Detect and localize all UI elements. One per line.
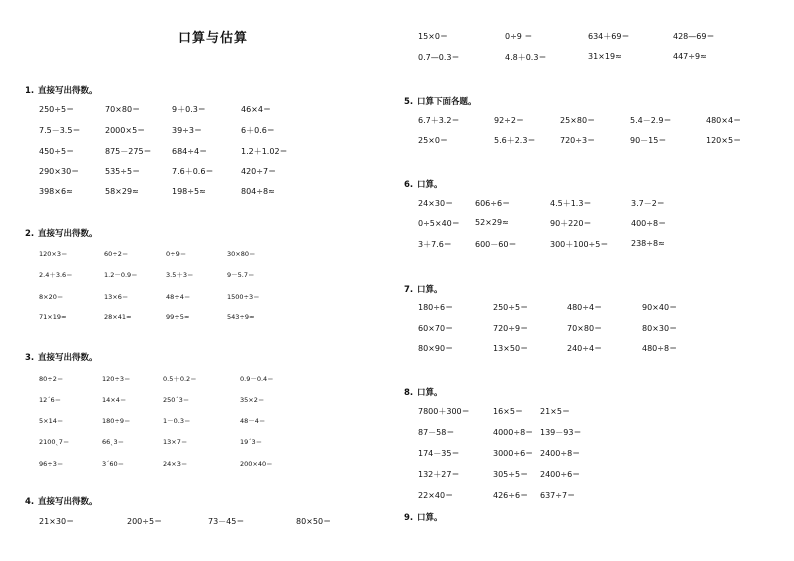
math-problem: 7.6＋0.6＝ [172, 167, 214, 176]
math-problem: 21×5＝ [540, 407, 570, 416]
math-problem: 90＋220＝ [550, 219, 592, 228]
section-number: 8. [404, 388, 414, 398]
section-title: 直接写出得数。 [38, 353, 98, 363]
problem-row [0, 135, 794, 149]
math-problem: 58×29≈ [105, 187, 139, 196]
math-problem: 804÷8≈ [241, 187, 275, 196]
math-problem: 250÷5＝ [39, 105, 75, 114]
math-problem: 60×70＝ [418, 324, 454, 333]
math-problem: 606÷6＝ [475, 199, 511, 208]
section-heading [404, 386, 443, 398]
math-problem: 14×4＝ [102, 396, 127, 404]
math-problem: 0.7—0.3＝ [418, 53, 460, 62]
math-problem: 480÷8＝ [642, 344, 678, 353]
section-heading [404, 178, 443, 190]
math-problem: 4000÷8＝ [493, 428, 534, 437]
math-problem: 2000×5＝ [105, 126, 146, 135]
math-problem: 39÷3＝ [172, 126, 202, 135]
problem-row [0, 516, 794, 530]
math-problem: 70×80＝ [567, 324, 603, 333]
section-heading [404, 283, 443, 295]
math-problem: 3ˊ60＝ [102, 460, 125, 468]
math-problem: 90×40＝ [642, 303, 678, 312]
math-problem: 720÷9＝ [493, 324, 529, 333]
math-problem: 2.4＋3.6＝ [39, 271, 73, 279]
math-problem: 1.2＋1.02＝ [241, 147, 288, 156]
section-number: 6. [404, 180, 414, 190]
math-problem: 398×6≈ [39, 187, 73, 196]
math-problem: 535÷5＝ [105, 167, 141, 176]
math-problem: 2100ˎ7＝ [39, 438, 70, 446]
math-problem: 250ˊ3＝ [163, 396, 190, 404]
math-problem: 543÷9≈ [227, 313, 255, 321]
section-number: 1. [25, 86, 35, 96]
problem-row [0, 406, 794, 420]
problem-row [0, 115, 794, 129]
math-problem: 120÷3＝ [102, 375, 131, 383]
math-problem: 5×14＝ [39, 417, 64, 425]
section-heading [404, 511, 443, 523]
math-problem: 80×90＝ [418, 344, 454, 353]
math-problem: 240÷4＝ [567, 344, 603, 353]
math-problem: 13×6＝ [104, 293, 129, 301]
math-problem: 480×4＝ [706, 116, 742, 125]
math-problem: 25×0＝ [418, 136, 448, 145]
math-problem: 634＋69＝ [588, 32, 630, 41]
math-problem: 120×3＝ [39, 250, 68, 258]
section-number: 9. [404, 513, 414, 523]
section-number: 2. [25, 229, 35, 239]
math-problem: 132＋27＝ [418, 470, 460, 479]
section-number: 7. [404, 285, 414, 295]
math-problem: 48÷4＝ [166, 293, 191, 301]
math-problem: 96÷3＝ [39, 460, 64, 468]
math-problem: 24×30＝ [418, 199, 454, 208]
math-problem: 16×5＝ [493, 407, 523, 416]
math-problem: 0÷5×40＝ [418, 219, 460, 228]
math-problem: 4.5＋1.3＝ [550, 199, 592, 208]
math-problem: 290×30＝ [39, 167, 80, 176]
math-problem: 600－60＝ [475, 240, 517, 249]
math-problem: 180÷9＝ [102, 417, 131, 425]
math-problem: 13×7＝ [163, 438, 188, 446]
math-problem: 200×40＝ [240, 460, 273, 468]
section-number: 5. [404, 97, 414, 107]
problem-row [0, 490, 794, 504]
problem-row [0, 427, 794, 441]
math-problem: 447÷9≈ [673, 52, 707, 61]
problem-row [0, 343, 794, 357]
math-problem: 1.2－0.9＝ [104, 271, 138, 279]
math-problem: 0÷9 ＝ [505, 32, 533, 41]
math-problem: 13×50＝ [493, 344, 529, 353]
math-problem: 426÷6＝ [493, 491, 529, 500]
problem-row [0, 323, 794, 337]
math-problem: 720÷3＝ [560, 136, 596, 145]
math-problem: 80÷2＝ [39, 375, 64, 383]
math-problem: 450÷5＝ [39, 147, 75, 156]
math-problem: 300＋100÷5＝ [550, 240, 609, 249]
math-problem: 66ˎ3＝ [102, 438, 125, 446]
math-problem: 31×19≈ [588, 52, 622, 61]
math-problem: 6＋0.6＝ [241, 126, 275, 135]
section-title: 直接写出得数。 [38, 86, 98, 96]
math-problem: 87－58＝ [418, 428, 455, 437]
math-problem: 5.6＋2.3＝ [494, 136, 536, 145]
problem-row [0, 448, 794, 462]
section-number: 4. [25, 497, 35, 507]
problem-row [0, 302, 794, 316]
problem-row [0, 52, 794, 66]
math-problem: 1500÷3＝ [227, 293, 260, 301]
section-title: 直接写出得数。 [38, 229, 98, 239]
math-problem: 60÷2＝ [104, 250, 129, 258]
math-problem: 3000÷6＝ [493, 449, 534, 458]
math-problem: 9＋0.3＝ [172, 105, 206, 114]
page-title: 口算与估算 [178, 31, 249, 46]
problem-row [0, 218, 794, 232]
math-problem: 684÷4＝ [172, 147, 208, 156]
math-problem: 0÷9＝ [166, 250, 187, 258]
math-problem: 9－5.7＝ [227, 271, 255, 279]
math-problem: 35×2＝ [240, 396, 265, 404]
math-problem: 19ˊ3＝ [240, 438, 263, 446]
math-problem: 428—69＝ [673, 32, 715, 41]
math-problem: 92÷2＝ [494, 116, 524, 125]
math-problem: 30×80＝ [227, 250, 256, 258]
problem-row [0, 374, 794, 388]
math-problem: 6.7＋3.2＝ [418, 116, 460, 125]
section-title: 口算。 [417, 285, 443, 295]
math-problem: 70×80＝ [105, 105, 141, 114]
math-problem: 305÷5＝ [493, 470, 529, 479]
section-heading [404, 95, 477, 107]
math-problem: 3.5＋3＝ [166, 271, 194, 279]
math-problem: 15×0＝ [418, 32, 448, 41]
math-problem: 73－45＝ [208, 517, 245, 526]
math-problem: 28×41≈ [104, 313, 132, 321]
problem-row [0, 166, 794, 180]
section-title: 口算下面各题。 [417, 97, 477, 107]
section-title: 直接写出得数。 [38, 497, 98, 507]
math-problem: 180÷6＝ [418, 303, 454, 312]
math-problem: 90－15＝ [630, 136, 667, 145]
section-title: 口算。 [417, 180, 443, 190]
math-problem: 8×20＝ [39, 293, 64, 301]
math-problem: 52×29≈ [475, 218, 509, 227]
problem-row [0, 270, 794, 284]
math-problem: 0.5＋0.2＝ [163, 375, 197, 383]
section-title: 口算。 [417, 513, 443, 523]
math-problem: 7.5－3.5＝ [39, 126, 81, 135]
math-problem: 12ˊ6＝ [39, 396, 62, 404]
problem-row [0, 239, 794, 253]
math-problem: 2400÷6＝ [540, 470, 581, 479]
math-problem: 200÷5＝ [127, 517, 163, 526]
math-problem: 21×30＝ [39, 517, 75, 526]
math-problem: 80×50＝ [296, 517, 332, 526]
math-problem: 174－35＝ [418, 449, 460, 458]
math-problem: 250÷5＝ [493, 303, 529, 312]
section-title: 口算。 [417, 388, 443, 398]
math-problem: 4.8＋0.3＝ [505, 53, 547, 62]
math-problem: 0.9－0.4＝ [240, 375, 274, 383]
math-problem: 24×3＝ [163, 460, 188, 468]
math-problem: 5.4－2.9＝ [630, 116, 672, 125]
math-problem: 25×80＝ [560, 116, 596, 125]
math-problem: 3＋7.6＝ [418, 240, 452, 249]
math-problem: 139－93＝ [540, 428, 582, 437]
math-problem: 420÷7＝ [241, 167, 277, 176]
math-problem: 3.7－2＝ [631, 199, 665, 208]
math-problem: 637÷7＝ [540, 491, 576, 500]
math-problem: 71×19≈ [39, 313, 67, 321]
section-number: 3. [25, 353, 35, 363]
math-problem: 48－4＝ [240, 417, 266, 425]
math-problem: 400÷8＝ [631, 219, 667, 228]
math-problem: 875－275＝ [105, 147, 152, 156]
math-problem: 99÷5≈ [166, 313, 190, 321]
math-problem: 80×30＝ [642, 324, 678, 333]
math-problem: 7800＋300＝ [418, 407, 470, 416]
math-problem: 22×40＝ [418, 491, 454, 500]
problem-row [0, 469, 794, 483]
math-problem: 480÷4＝ [567, 303, 603, 312]
section-heading [25, 84, 98, 96]
math-problem: 46×4＝ [241, 105, 271, 114]
problem-row [0, 198, 794, 212]
math-problem: 120×5＝ [706, 136, 742, 145]
problem-row [0, 31, 794, 45]
math-problem: 198÷5≈ [172, 187, 206, 196]
math-problem: 238÷8≈ [631, 239, 665, 248]
math-problem: 1－0.3＝ [163, 417, 191, 425]
math-problem: 2400÷8＝ [540, 449, 581, 458]
